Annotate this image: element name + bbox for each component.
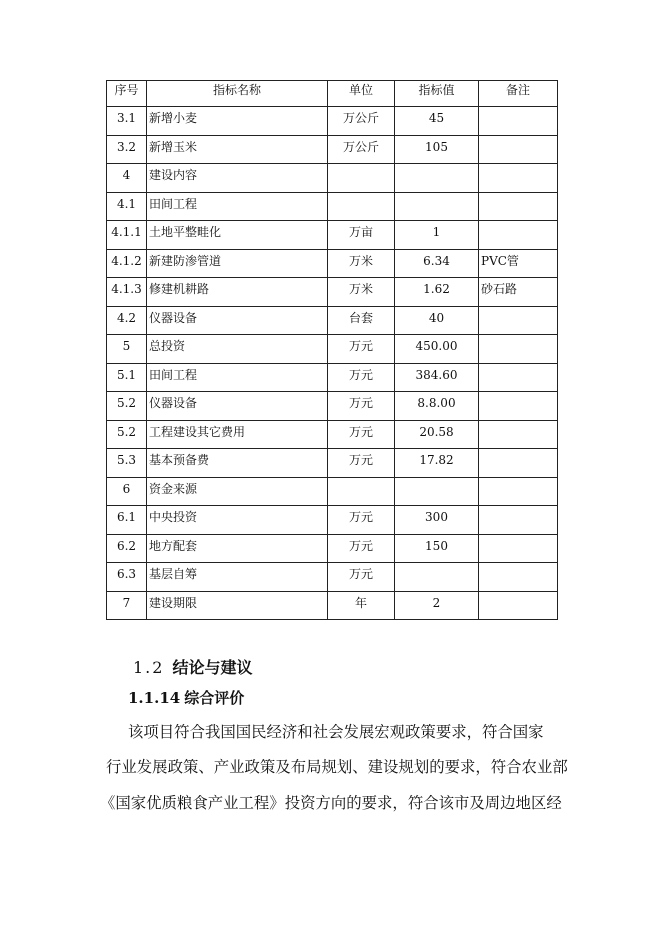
cell-no: 5.2 xyxy=(107,392,147,421)
cell-note xyxy=(479,477,558,506)
section-title: 结论与建议 xyxy=(172,658,253,677)
cell-no: 5.2 xyxy=(107,420,147,449)
cell-no: 6.1 xyxy=(107,506,147,535)
cell-note xyxy=(479,534,558,563)
cell-no: 3.2 xyxy=(107,135,147,164)
cell-name: 新建防渗管道 xyxy=(147,249,328,278)
cell-name: 基本预备费 xyxy=(147,449,328,478)
table-row xyxy=(107,135,558,164)
cell-no: 3.1 xyxy=(107,107,147,136)
table-row xyxy=(107,534,558,563)
header-unit: 单位 xyxy=(328,81,395,107)
cell-no: 4.1.2 xyxy=(107,249,147,278)
cell-note xyxy=(479,392,558,421)
table-row xyxy=(107,363,558,392)
table-row xyxy=(107,477,558,506)
section-number: 1.2 xyxy=(133,658,165,677)
cell-value: 1.62 xyxy=(395,278,479,307)
cell-unit: 万元 xyxy=(328,563,395,592)
table-row xyxy=(107,278,558,307)
cell-unit: 万元 xyxy=(328,335,395,364)
cell-no: 5.3 xyxy=(107,449,147,478)
cell-note xyxy=(479,107,558,136)
cell-unit: 万公斤 xyxy=(328,135,395,164)
cell-unit: 万米 xyxy=(328,278,395,307)
cell-note xyxy=(479,420,558,449)
cell-value: 300 xyxy=(395,506,479,535)
table-row xyxy=(107,591,558,620)
cell-unit xyxy=(328,192,395,221)
cell-name: 基层自筹 xyxy=(147,563,328,592)
cell-unit: 万元 xyxy=(328,392,395,421)
cell-value: 384.60 xyxy=(395,363,479,392)
cell-no: 6 xyxy=(107,477,147,506)
table-row xyxy=(107,221,558,250)
cell-unit: 万元 xyxy=(328,420,395,449)
cell-name: 新增小麦 xyxy=(147,107,328,136)
cell-no: 6.2 xyxy=(107,534,147,563)
table-row xyxy=(107,449,558,478)
cell-value: 8.8.00 xyxy=(395,392,479,421)
cell-name: 土地平整畦化 xyxy=(147,221,328,250)
cell-value: 17.82 xyxy=(395,449,479,478)
cell-note xyxy=(479,506,558,535)
table-row xyxy=(107,335,558,364)
cell-value: 2 xyxy=(395,591,479,620)
cell-note xyxy=(479,192,558,221)
cell-unit: 万米 xyxy=(328,249,395,278)
table-row xyxy=(107,249,558,278)
cell-unit: 年 xyxy=(328,591,395,620)
cell-unit: 万元 xyxy=(328,506,395,535)
paragraph-line: 《国家优质粮食产业工程》投资方向的要求，符合该市及周边地区经 xyxy=(100,794,562,812)
cell-value: 20.58 xyxy=(395,420,479,449)
cell-unit xyxy=(328,477,395,506)
cell-no: 7 xyxy=(107,591,147,620)
cell-no: 4.2 xyxy=(107,306,147,335)
cell-note: PVC管 xyxy=(479,249,558,278)
cell-value: 40 xyxy=(395,306,479,335)
cell-note xyxy=(479,563,558,592)
cell-name: 修建机耕路 xyxy=(147,278,328,307)
cell-name: 仪器设备 xyxy=(147,306,328,335)
cell-no: 6.3 xyxy=(107,563,147,592)
header-value: 指标值 xyxy=(395,81,479,107)
cell-unit xyxy=(328,164,395,193)
cell-value xyxy=(395,563,479,592)
subsection-number: 1.1.14 xyxy=(128,689,181,707)
cell-note: 砂石路 xyxy=(479,278,558,307)
table-row xyxy=(107,506,558,535)
section-heading xyxy=(133,655,252,678)
cell-note xyxy=(479,335,558,364)
cell-unit: 万元 xyxy=(328,363,395,392)
cell-note xyxy=(479,135,558,164)
cell-note xyxy=(479,164,558,193)
cell-name: 中央投资 xyxy=(147,506,328,535)
cell-value: 1 xyxy=(395,221,479,250)
cell-value: 105 xyxy=(395,135,479,164)
cell-no: 4.1.3 xyxy=(107,278,147,307)
cell-name: 资金来源 xyxy=(147,477,328,506)
cell-no: 5 xyxy=(107,335,147,364)
cell-unit: 万元 xyxy=(328,449,395,478)
table-row xyxy=(107,392,558,421)
cell-name: 新增玉米 xyxy=(147,135,328,164)
cell-no: 4.1.1 xyxy=(107,221,147,250)
header-name: 指标名称 xyxy=(147,81,328,107)
table-row xyxy=(107,107,558,136)
cell-value xyxy=(395,477,479,506)
cell-name: 建设内容 xyxy=(147,164,328,193)
cell-unit: 万亩 xyxy=(328,221,395,250)
table-row xyxy=(107,306,558,335)
table-row xyxy=(107,563,558,592)
cell-no: 5.1 xyxy=(107,363,147,392)
header-no: 序号 xyxy=(107,81,147,107)
cell-note xyxy=(479,363,558,392)
cell-name: 地方配套 xyxy=(147,534,328,563)
subsection-title: 综合评价 xyxy=(184,689,245,707)
indicator-table xyxy=(106,80,558,620)
cell-note xyxy=(479,449,558,478)
cell-note xyxy=(479,221,558,250)
cell-unit: 台套 xyxy=(328,306,395,335)
cell-name: 田间工程 xyxy=(147,363,328,392)
cell-note xyxy=(479,591,558,620)
cell-name: 仪器设备 xyxy=(147,392,328,421)
paragraph-line: 该项目符合我国国民经济和社会发展宏观政策要求，符合国家 xyxy=(128,723,544,741)
header-note: 备注 xyxy=(479,81,558,107)
cell-value: 150 xyxy=(395,534,479,563)
table-header-row xyxy=(107,81,558,107)
cell-value: 450.00 xyxy=(395,335,479,364)
cell-value: 45 xyxy=(395,107,479,136)
subsection-heading xyxy=(128,687,244,708)
paragraph-line: 行业发展政策、产业政策及布局规划、建设规划的要求，符合农业部 xyxy=(106,758,568,776)
table-row xyxy=(107,164,558,193)
cell-note xyxy=(479,306,558,335)
cell-name: 工程建设其它费用 xyxy=(147,420,328,449)
cell-value xyxy=(395,192,479,221)
cell-no: 4.1 xyxy=(107,192,147,221)
table-row xyxy=(107,192,558,221)
table-body xyxy=(107,107,558,620)
table-row xyxy=(107,420,558,449)
cell-name: 总投资 xyxy=(147,335,328,364)
cell-name: 田间工程 xyxy=(147,192,328,221)
cell-value: 6.34 xyxy=(395,249,479,278)
cell-no: 4 xyxy=(107,164,147,193)
cell-unit: 万元 xyxy=(328,534,395,563)
cell-value xyxy=(395,164,479,193)
cell-unit: 万公斤 xyxy=(328,107,395,136)
cell-name: 建设期限 xyxy=(147,591,328,620)
